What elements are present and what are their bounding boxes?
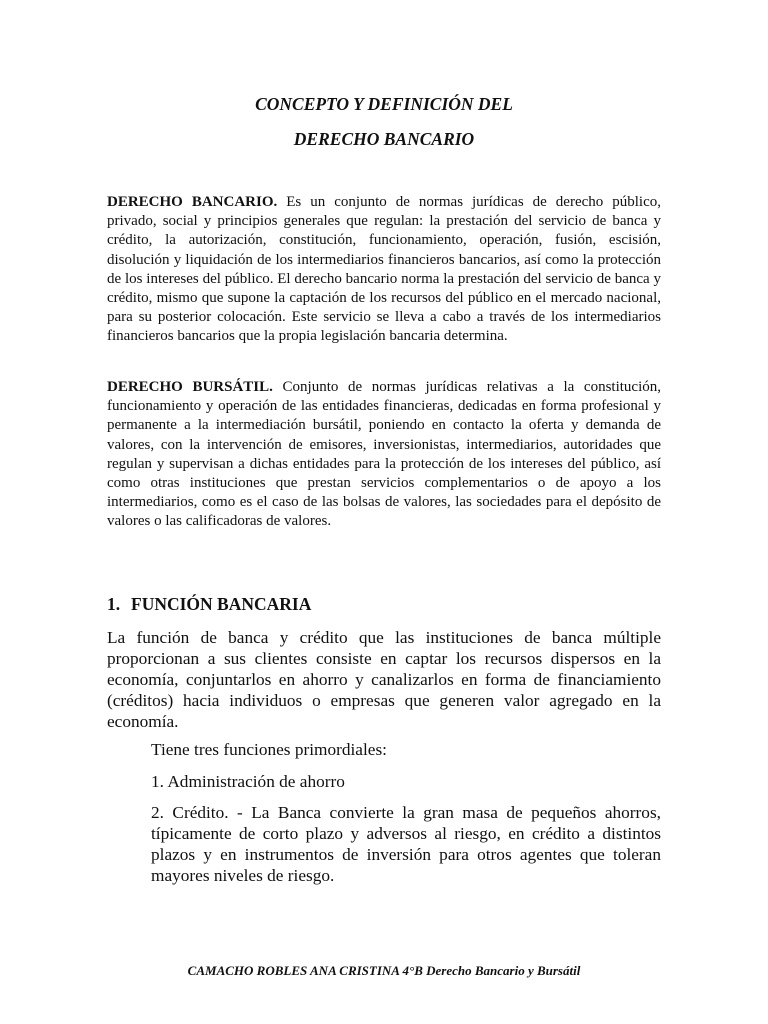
paragraph-text: Conjunto de normas jurídicas relativas a la constitución, funcionamiento y operación de las entidades financieras, dedicadas en forma profesional y permanente a la intermediación bursátil, poniendo en contacto la oferta y demanda de valores, con la intervención de emisores, inversionistas, intermediarios, autoridades que regulan y supervisan a dichas entidades para la protección de los intereses del público, así como otras instituciones que prestan servicios complementarios o de apoyo a los intermediarios, como es el caso de las bolsas de valores, las sociedades para el depósito de valores o las calificadoras de valores.: [107, 379, 661, 530]
page-footer: CAMACHO ROBLES ANA CRISTINA 4°B Derecho Bancario y Bursátil: [187, 963, 581, 978]
paragraph-lead-term: DERECHO BANCARIO.: [107, 194, 278, 210]
document-title-line-2: DERECHO BANCARIO: [293, 129, 475, 149]
paragraph-text: Es un conjunto de normas jurídicas de derecho público, privado, social y principios generales que regulan: la prestación del servicio de banca y crédito, la autorización, constitución, funcionamiento, operación, fusión, escisión, disolución y liquidación de los intermediarios financieros bancarios, así como la protección de los intereses del público. El derecho bancario norma la prestación del servicio de banca y crédito, mismo que supone la captación de los recursos del público en el mercado nacional, para su posterior colocación. Este servicio se lleva a cabo a través de los intermediarios financieros bancarios que la propia legislación bancaria determina.: [107, 194, 662, 345]
section-body-paragraph: La función de banca y crédito que las instituciones de banca múltiple proporcionan a sus clientes consiste en captar los recursos dispersos en la economía, conjuntarlos en ahorro y canalizarlos en forma de financiamiento (créditos) hacia individuos o empresas que generen valor agregado en la economía.: [107, 628, 661, 731]
function-item-2: 2. Crédito. - La Banca convierte la gran masa de pequeños ahorros, típicamente de corto plazo y adversos al riesgo, en crédito a distintos plazos y en instrumentos de inversión para otros agentes que toleran mayores niveles de riesgo.: [151, 803, 661, 885]
paragraph-lead-term: DERECHO BURSÁTIL.: [107, 379, 273, 395]
paragraph-derecho-bancario: [107, 193, 661, 347]
section-heading: [107, 594, 311, 615]
paragraph-derecho-bursatil: [107, 378, 661, 532]
functions-intro: Tiene tres funciones primordiales:: [151, 740, 387, 759]
function-item-1: 1. Administración de ahorro: [151, 772, 345, 791]
document-title-line-1: CONCEPTO Y DEFINICIÓN DEL: [255, 94, 513, 114]
section-number: 1.: [107, 594, 121, 614]
section-heading-text: FUNCIÓN BANCARIA: [131, 594, 312, 614]
